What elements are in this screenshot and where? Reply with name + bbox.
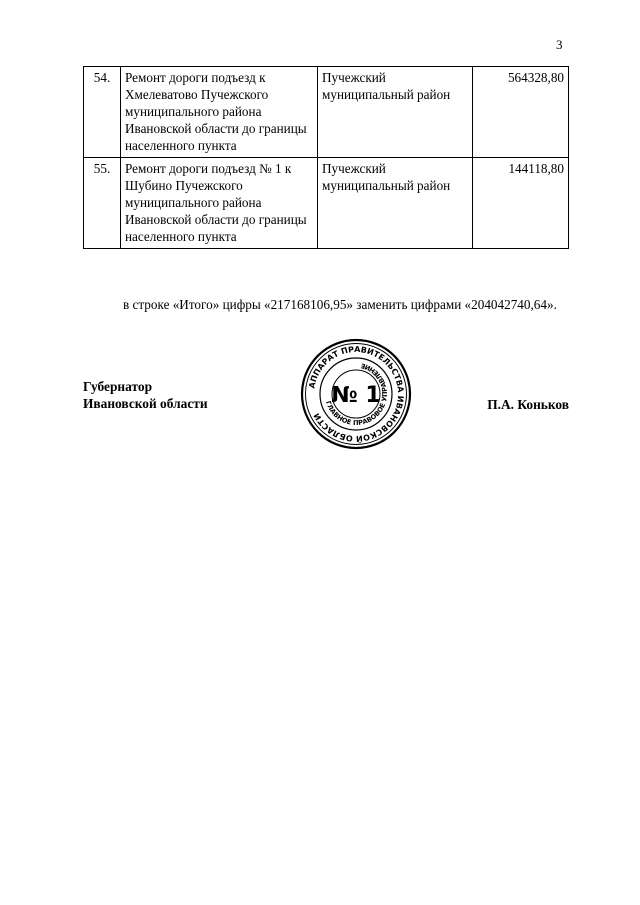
seal-ring-text: АППАРАТ ПРАВИТЕЛЬСТВА ИВАНОВСКОЙ ОБЛАСТИ (307, 344, 406, 444)
row-number: 54. (84, 67, 121, 158)
signatory-title (83, 378, 208, 412)
signatory-title-line2: Ивановской области (83, 396, 208, 411)
table-row (84, 158, 569, 249)
row-name: Ремонт дороги подъезд № 1 к Шубино Пучежского муниципального района Ивановской области до границы населенного пункта (121, 158, 318, 249)
seal-center-number: № 1 (331, 383, 381, 408)
row-name: Ремонт дороги подъезд к Хмелеватово Пучежского муниципального района Ивановской области до границы населенного пункта (121, 67, 318, 158)
items-table (83, 66, 569, 249)
page-number: 3 (556, 37, 563, 52)
row-amount: 564328,80 (473, 67, 569, 158)
official-seal-stamp (300, 338, 412, 450)
signatory-title-line1: Губернатор (83, 379, 153, 394)
row-owner: Пучежский муниципальный район (318, 158, 473, 249)
signatory-name: П.А. Коньков (487, 397, 569, 412)
table-row (84, 67, 569, 158)
seal-inner-text: ГЛАВНОЕ ПРАВОВОЕ УПРАВЛЕНИЕ (323, 361, 390, 428)
row-number: 55. (84, 158, 121, 249)
note-paragraph: в строке «Итого» цифры «217168106,95» заменить цифрами «204042740,64». (123, 297, 557, 312)
row-owner: Пучежский муниципальный район (318, 67, 473, 158)
row-amount: 144118,80 (473, 158, 569, 249)
